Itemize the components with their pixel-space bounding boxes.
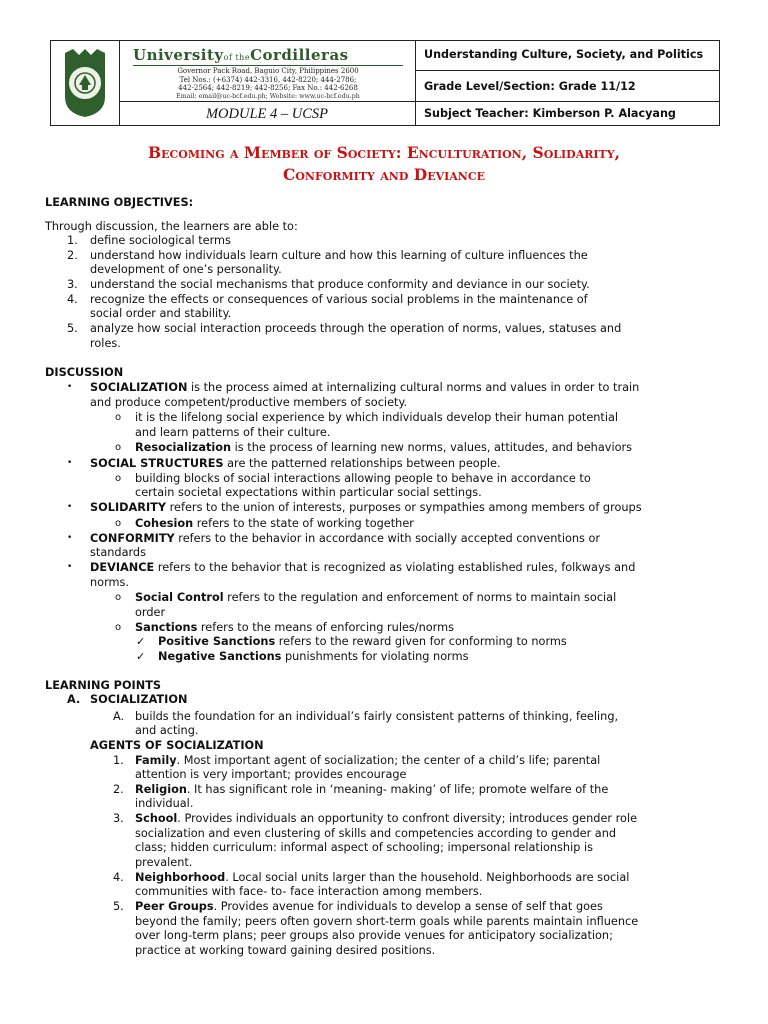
agent-text-cont: prevalent. [135,856,193,869]
term: Neighborhood [135,871,226,884]
definition: . Provides avenue for individuals to develop a sense of self that goes [213,900,603,913]
definition: are the patterned relationships between people. [223,457,501,470]
term: SOLIDARITY [90,501,167,514]
address-line: Governor Pack Road, Baguio City, Philippines 2600 [177,67,359,75]
agent-text-cont: class; hidden curriculum: informal aspect of schooling; impersonal relationship is [135,841,594,854]
circle-bullet-icon: o [115,622,122,633]
term: Peer Groups [135,900,214,913]
objective-number: 1. [67,234,78,247]
university-name [133,46,411,64]
university-address [125,67,411,101]
sub-point-cont: and learn patterns of their culture. [135,426,331,439]
objective-text: analyze how social interaction proceeds through the operation of norms, values, statuses and [90,322,622,335]
agent-school [135,811,637,826]
agent-family [135,753,600,768]
term: CONFORMITY [90,532,175,545]
social-structures-definition [90,456,501,471]
term: Social Control [135,591,224,604]
univ-word-2: of the [223,53,251,62]
definition: . It has significant role in ‘meaning- making’ of life; promote welfare of the [186,783,609,796]
agent-text-cont: practice at working toward gaining desired positions. [135,944,436,957]
page-title-line-1: Becoming a Member of Society: Enculturation, Solidarity, [148,143,620,162]
positive-sanctions-definition [158,634,567,649]
sub-point: building blocks of social interactions allowing people to behave in accordance to [135,472,591,485]
agent-number: 1. [113,754,124,767]
subject-teacher: Subject Teacher: Kimberson P. Alacyang [424,107,676,120]
agent-peer-groups [135,899,603,914]
circle-bullet-icon: o [115,412,122,423]
sub-point-cont: and acting. [135,724,199,737]
definition: punishments for violating norms [281,650,469,663]
definition: refers to the regulation and enforcement of norms to maintain social [223,591,617,604]
definition: refers to the union of interests, purposes or sympathies among members of groups [166,501,642,514]
sub-point: it is the lifelong social experience by which individuals develop their human potential [135,411,619,424]
term: School [135,812,178,825]
negative-sanctions-definition [158,649,468,664]
agent-text-cont: socialization and even clustering of skills and competencies according to gender and [135,827,617,840]
definition-cont: and produce competent/productive members of society. [90,396,408,409]
module-label: MODULE 4 – UCSP [205,106,329,122]
university-seal-icon [57,47,113,119]
objective-number: 3. [67,278,78,291]
agent-number: 3. [113,812,124,825]
term: Family [135,754,177,767]
section-title: SOCIALIZATION [90,693,188,706]
definition: refers to the behavior that is recognized as violating established rules, folkways and [154,561,636,574]
socialization-definition [90,380,639,395]
agent-text-cont: beyond the family; peers often govern short-term goals while parents maintain influence [135,915,639,928]
objective-text: roles. [90,337,121,350]
header-rule-1 [415,70,720,71]
objective-text: social order and stability. [90,307,232,320]
univ-word-3: Cordilleras [250,46,349,64]
agent-number: 4. [113,871,124,884]
definition: is the process aimed at internalizing cultural norms and values in order to train [187,381,640,394]
objective-number: 2. [67,249,78,262]
sanctions-definition [135,620,454,635]
sub-point-cont: certain societal expectations within particular social settings. [135,486,482,499]
objective-text: recognize the effects or consequences of various social problems in the maintenance of [90,293,588,306]
term: Positive Sanctions [158,635,276,648]
definition: . Local social units larger than the household. Neighborhoods are social [225,871,630,884]
agent-religion [135,782,608,797]
checkmark-icon: ✓ [136,635,146,648]
bullet-icon: • [67,533,73,543]
agent-neighborhood [135,870,629,885]
term: Religion [135,783,187,796]
circle-bullet-icon: o [115,473,122,484]
objectives-intro: Through discussion, the learners are able to: [45,220,298,233]
circle-bullet-icon: o [115,518,122,529]
conformity-definition [90,531,600,546]
header-table [50,40,720,126]
circle-bullet-icon: o [115,442,122,453]
agent-text-cont: communities with face- to- face interaction among members. [135,885,483,898]
course-title: Understanding Culture, Society, and Politics [424,48,704,61]
solidarity-definition [90,500,642,515]
term: Resocialization [135,441,232,454]
term: Sanctions [135,621,198,634]
definition: refers to the state of working together [193,517,414,530]
social-control-definition [135,590,616,605]
sub-point: builds the foundation for an individual’s fairly consistent patterns of thinking, feeling, [135,710,619,723]
learning-points-heading: LEARNING POINTS [45,679,162,692]
bullet-icon: • [67,562,73,572]
university-rule [133,65,403,66]
resocialization-definition [135,440,632,455]
definition-cont: standards [90,546,146,559]
email-line: Email: email@uc-bcf.edu.ph; Website: www.uc-bcf.edu.ph [176,92,360,100]
objective-text: development of one’s personality. [90,263,282,276]
objective-text: understand how individuals learn culture and how this learning of culture influences the [90,249,588,262]
discussion-heading: DISCUSSION [45,366,124,379]
page-title-line-2: Conformity and Deviance [282,165,486,184]
university-block [125,46,411,100]
term: DEVIANCE [90,561,155,574]
objective-text: understand the social mechanisms that produce conformity and deviance in our society. [90,278,590,291]
definition: refers to the behavior in accordance with socially accepted conventions or [174,532,601,545]
agent-text-cont: attention is very important; provides encourage [135,768,407,781]
bullet-icon: • [67,458,73,468]
grade-level: Grade Level/Section: Grade 11/12 [424,80,636,93]
term: Negative Sanctions [158,650,282,663]
objectives-heading: LEARNING OBJECTIVES: [45,196,194,209]
header-divider-middle [415,41,416,125]
definition: is the process of learning new norms, values, attitudes, and behaviors [231,441,633,454]
objective-number: 5. [67,322,78,335]
definition-cont: norms. [90,576,129,589]
deviance-definition [90,560,635,575]
bullet-icon: • [67,502,73,512]
term: SOCIALIZATION [90,381,188,394]
agent-number: 5. [113,900,124,913]
definition-cont: order [135,606,166,619]
definition: . Most important agent of socialization; the center of a child’s life; parental [176,754,601,767]
agent-number: 2. [113,783,124,796]
section-letter: A. [67,693,81,706]
term: Cohesion [135,517,194,530]
definition: refers to the reward given for conforming to norms [275,635,567,648]
objective-number: 4. [67,293,78,306]
header-rule-2 [415,101,720,102]
agent-text-cont: over long-term plans; peer groups also provide venues for anticipatory socialization; [135,929,613,942]
tel-line-2: 442-2564; 442-8219; 442-8256; Fax No.: 442-6268 [178,84,358,92]
tel-line: Tel Nos.: (+6374) 442-3316, 442-8220; 444-2786; [179,75,357,84]
definition: refers to the means of enforcing rules/norms [197,621,455,634]
bullet-icon: • [67,382,73,392]
agents-heading: AGENTS OF SOCIALIZATION [90,739,264,752]
checkmark-icon: ✓ [136,650,146,663]
univ-word-1: University [133,46,224,64]
circle-bullet-icon: o [115,592,122,603]
cohesion-definition [135,516,414,531]
term: SOCIAL STRUCTURES [90,457,224,470]
sub-letter: A. [113,710,125,723]
objective-text: define sociological terms [90,234,231,247]
definition: . Provides individuals an opportunity to confront diversity; introduces gender role [177,812,638,825]
agent-text-cont: individual. [135,797,194,810]
